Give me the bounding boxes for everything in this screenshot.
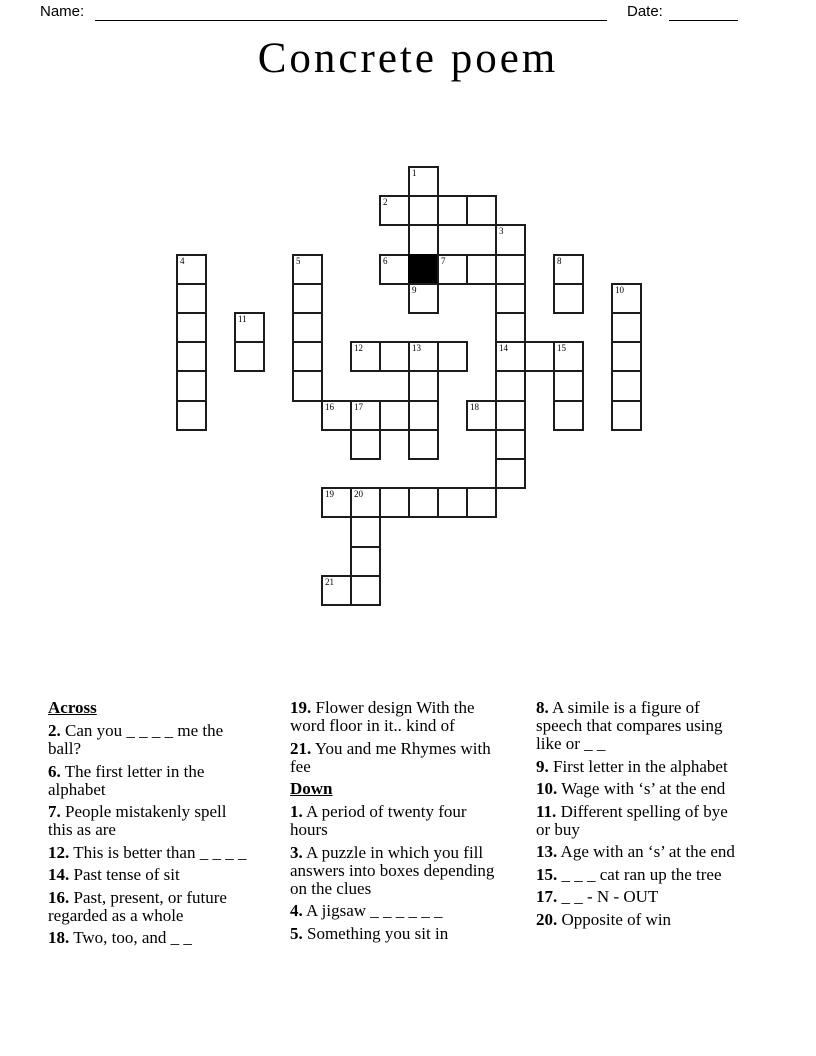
clue-down-17 bbox=[536, 888, 742, 906]
grid-cell[interactable] bbox=[611, 400, 642, 431]
clue-across-21 bbox=[290, 740, 495, 776]
clue-text: Wage with ‘s’ at the end bbox=[557, 779, 726, 798]
cell-number: 10 bbox=[615, 284, 624, 295]
cell-number: 17 bbox=[354, 401, 363, 412]
grid-cell-2[interactable] bbox=[379, 195, 410, 226]
clue-text: Age with an ‘s’ at the end bbox=[557, 842, 735, 861]
clue-number: 3. bbox=[290, 842, 303, 862]
date-fill-in-line[interactable] bbox=[669, 4, 738, 21]
grid-cell[interactable] bbox=[176, 400, 207, 431]
clue-text: You and me Rhymes with fee bbox=[290, 738, 491, 776]
grid-cell[interactable] bbox=[495, 458, 526, 489]
grid-cell[interactable] bbox=[408, 195, 439, 226]
clue-text: Past, present, or future regarded as a whole bbox=[48, 887, 227, 925]
grid-cell[interactable] bbox=[292, 370, 323, 401]
grid-cell-17[interactable] bbox=[350, 400, 381, 431]
grid-cell[interactable] bbox=[466, 195, 497, 226]
clue-number: 17. bbox=[536, 887, 558, 906]
clue-down-20 bbox=[536, 911, 742, 929]
grid-cell[interactable] bbox=[350, 546, 381, 577]
cell-number: 3 bbox=[499, 226, 504, 237]
grid-cell[interactable] bbox=[495, 312, 526, 343]
clue-number: 2. bbox=[48, 721, 61, 740]
grid-cell-4[interactable] bbox=[176, 254, 207, 285]
cell-number: 6 bbox=[383, 255, 388, 266]
clue-text: _ _ _ cat ran up the tree bbox=[557, 864, 722, 884]
cell-number: 4 bbox=[180, 255, 185, 266]
cell-number: 15 bbox=[557, 343, 566, 354]
cell-number: 1 bbox=[412, 168, 417, 178]
grid-cell[interactable] bbox=[611, 341, 642, 372]
grid-cell[interactable] bbox=[524, 341, 555, 372]
clue-across-2 bbox=[48, 722, 254, 758]
grid-cell-16[interactable] bbox=[321, 400, 352, 431]
grid-cell[interactable] bbox=[176, 341, 207, 372]
clue-number: 13. bbox=[536, 842, 558, 861]
clue-text: Flower design With the word floor in it.. kind of bbox=[290, 698, 475, 735]
clue-text: People mistakenly spell this as are bbox=[48, 802, 227, 839]
grid-cell-20[interactable] bbox=[350, 487, 381, 518]
cell-number: 18 bbox=[470, 401, 479, 412]
name-label: Name: bbox=[40, 3, 85, 20]
crossword-grid bbox=[176, 166, 642, 606]
clues-heading-across: Across bbox=[48, 698, 97, 717]
clue-number: 19. bbox=[290, 698, 312, 717]
grid-black-cell bbox=[408, 254, 439, 285]
clue-across-18 bbox=[48, 929, 254, 947]
grid-cell-12[interactable] bbox=[350, 341, 381, 372]
cell-number: 19 bbox=[325, 489, 334, 500]
grid-cell-5[interactable] bbox=[292, 254, 323, 285]
grid-cell[interactable] bbox=[495, 429, 526, 460]
clue-down-9 bbox=[536, 758, 742, 776]
grid-cell[interactable] bbox=[437, 487, 468, 518]
grid-cell[interactable] bbox=[408, 224, 439, 255]
clue-down-13 bbox=[536, 843, 742, 861]
grid-cell-13[interactable] bbox=[408, 341, 439, 372]
cell-number: 13 bbox=[412, 343, 421, 354]
clue-down-5 bbox=[290, 925, 495, 943]
cell-number: 2 bbox=[383, 197, 388, 208]
grid-cell[interactable] bbox=[495, 400, 526, 431]
grid-cell[interactable] bbox=[466, 254, 497, 285]
grid-cell[interactable] bbox=[176, 283, 207, 314]
grid-cell[interactable] bbox=[350, 516, 381, 547]
clue-text: This is better than _ _ _ _ bbox=[69, 842, 247, 862]
grid-cell-21[interactable] bbox=[321, 575, 352, 606]
grid-cell[interactable] bbox=[466, 487, 497, 518]
grid-cell[interactable] bbox=[176, 370, 207, 401]
clue-text: Different spelling of bye or buy bbox=[536, 801, 728, 839]
clue-text: _ _ - N - OUT bbox=[557, 887, 659, 906]
grid-cell[interactable] bbox=[553, 283, 584, 314]
grid-cell-10[interactable] bbox=[611, 283, 642, 314]
clue-down-3 bbox=[290, 844, 495, 898]
clue-number: 9. bbox=[536, 756, 549, 776]
clue-text: The first letter in the alphabet bbox=[48, 761, 205, 799]
clue-text: Something you sit in bbox=[302, 923, 449, 943]
grid-cell[interactable] bbox=[292, 312, 323, 343]
clue-down-4 bbox=[290, 902, 495, 920]
clue-number: 10. bbox=[536, 779, 558, 798]
clue-column-3 bbox=[536, 699, 742, 933]
grid-cell[interactable] bbox=[379, 341, 410, 372]
grid-cell-19[interactable] bbox=[321, 487, 352, 518]
grid-cell-15[interactable] bbox=[553, 341, 584, 372]
clue-text: First letter in the alphabet bbox=[548, 756, 728, 776]
clue-text: A jigsaw _ _ _ _ _ _ bbox=[302, 901, 443, 920]
clue-number: 21. bbox=[290, 738, 312, 758]
grid-cell-11[interactable] bbox=[234, 312, 265, 343]
cell-number: 16 bbox=[325, 401, 334, 412]
grid-cell[interactable] bbox=[176, 312, 207, 343]
grid-cell[interactable] bbox=[292, 341, 323, 372]
grid-cell[interactable] bbox=[292, 283, 323, 314]
cell-number: 9 bbox=[412, 284, 417, 295]
grid-cell[interactable] bbox=[495, 254, 526, 285]
clue-number: 4. bbox=[290, 901, 303, 920]
cell-number: 8 bbox=[557, 255, 562, 266]
grid-cell-6[interactable] bbox=[379, 254, 410, 285]
cell-number: 14 bbox=[499, 343, 508, 354]
grid-cell[interactable] bbox=[553, 370, 584, 401]
grid-cell[interactable] bbox=[611, 370, 642, 401]
name-fill-in-line[interactable] bbox=[95, 4, 607, 21]
cell-number: 20 bbox=[354, 489, 363, 500]
grid-cell-14[interactable] bbox=[495, 341, 526, 372]
clue-number: 8. bbox=[536, 698, 549, 717]
cell-number: 7 bbox=[441, 255, 446, 266]
clue-number: 18. bbox=[48, 928, 70, 947]
clue-across-12 bbox=[48, 844, 254, 862]
grid-cell[interactable] bbox=[379, 400, 410, 431]
clue-number: 14. bbox=[48, 865, 70, 884]
grid-cell-9[interactable] bbox=[408, 283, 439, 314]
grid-cell[interactable] bbox=[495, 370, 526, 401]
clue-down-15 bbox=[536, 866, 742, 884]
cell-number: 5 bbox=[296, 255, 301, 266]
clue-down-10 bbox=[536, 780, 742, 798]
clue-down-11 bbox=[536, 803, 742, 839]
clue-number: 15. bbox=[536, 864, 558, 884]
clue-across-16 bbox=[48, 889, 254, 925]
grid-cell[interactable] bbox=[495, 283, 526, 314]
grid-cell-7[interactable] bbox=[437, 254, 468, 285]
clue-text: Can you _ _ _ _ me the ball? bbox=[48, 721, 224, 758]
grid-cell[interactable] bbox=[234, 341, 265, 372]
grid-cell[interactable] bbox=[437, 195, 468, 226]
clue-text: Two, too, and _ _ bbox=[69, 928, 192, 947]
clue-text: A simile is a figure of speech that compares using like or _ _ bbox=[536, 698, 723, 753]
clue-number: 16. bbox=[48, 887, 70, 907]
grid-cell-3[interactable] bbox=[495, 224, 526, 255]
grid-cell[interactable] bbox=[408, 487, 439, 518]
grid-cell-8[interactable] bbox=[553, 254, 584, 285]
grid-cell[interactable] bbox=[611, 312, 642, 343]
clue-number: 6. bbox=[48, 761, 61, 781]
grid-cell[interactable] bbox=[408, 400, 439, 431]
clue-across-14 bbox=[48, 866, 254, 884]
cell-number: 21 bbox=[325, 576, 334, 587]
clue-text: A puzzle in which you fill answers into boxes depending on the clues bbox=[290, 842, 495, 898]
clue-across-19 bbox=[290, 699, 495, 735]
grid-cell-18[interactable] bbox=[466, 400, 497, 431]
clue-text: Opposite of win bbox=[557, 909, 672, 929]
cell-number: 11 bbox=[238, 314, 247, 324]
clue-text: A period of twenty four hours bbox=[290, 802, 467, 839]
grid-cell[interactable] bbox=[350, 429, 381, 460]
clue-number: 20. bbox=[536, 909, 558, 929]
clue-across-7 bbox=[48, 803, 254, 839]
clue-text: Past tense of sit bbox=[69, 865, 180, 884]
clue-down-8 bbox=[536, 699, 742, 753]
grid-cell[interactable] bbox=[408, 429, 439, 460]
clue-number: 5. bbox=[290, 923, 303, 943]
clue-number: 7. bbox=[48, 802, 61, 821]
clue-column-1 bbox=[48, 699, 254, 952]
grid-cell[interactable] bbox=[437, 341, 468, 372]
date-label: Date: bbox=[627, 3, 663, 20]
clues-heading-down: Down bbox=[290, 779, 333, 798]
grid-cell-1[interactable] bbox=[408, 166, 439, 197]
cell-number: 12 bbox=[354, 343, 363, 354]
clue-number: 11. bbox=[536, 801, 557, 821]
grid-cell[interactable] bbox=[408, 370, 439, 401]
clue-number: 1. bbox=[290, 802, 303, 821]
clue-number: 12. bbox=[48, 842, 70, 862]
grid-cell[interactable] bbox=[350, 575, 381, 606]
grid-cell[interactable] bbox=[379, 487, 410, 518]
grid-cell[interactable] bbox=[553, 400, 584, 431]
page-title: Concrete poem bbox=[257, 35, 559, 82]
clue-column-2 bbox=[290, 699, 495, 947]
clue-down-1 bbox=[290, 803, 495, 839]
clue-across-6 bbox=[48, 763, 254, 799]
